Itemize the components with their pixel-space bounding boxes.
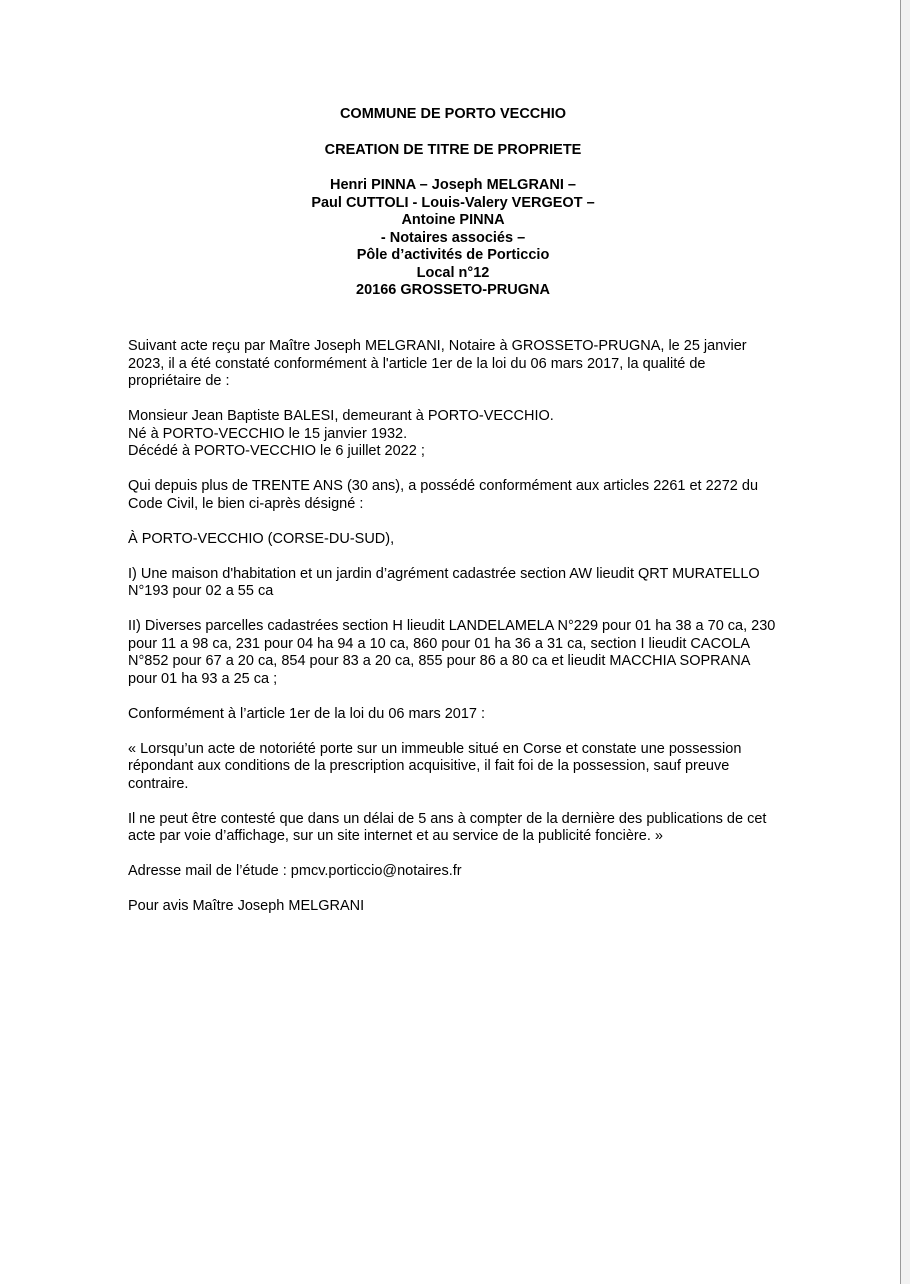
office-address-line: Pôle d’activités de Porticcio (356, 247, 550, 263)
person-paragraph (128, 408, 780, 461)
email-paragraph: Adresse mail de l’étude : pmcv.porticcio@notaires.fr (128, 863, 462, 879)
person-name-line: Monsieur Jean Baptiste BALESI, demeurant à PORTO-VECCHIO. (128, 408, 554, 424)
document-header (128, 106, 778, 300)
header-spacer (128, 124, 778, 142)
person-birth-line: Né à PORTO-VECCHIO le 15 janvier 1932. (128, 425, 408, 442)
intro-paragraph: Suivant acte reçu par Maître Joseph MELGRANI, Notaire à GROSSETO-PRUGNA, le 25 janvier 2023, il a été constaté conformément à l'article 1er de la loi du 06 mars 2017, la qualité de propriétaire de : (128, 338, 747, 389)
notaires-line: Henri PINNA – Joseph MELGRANI – (329, 177, 576, 193)
notaires-associes: - Notaires associés – (380, 229, 526, 246)
notaires-line: Paul CUTTOLI - Louis-Valery VERGEOT – (311, 194, 595, 211)
person-death-line: Décédé à PORTO-VECCHIO le 6 juillet 2022 ; (128, 443, 425, 459)
law-quote-paragraph-2: Il ne peut être contesté que dans un délai de 5 ans à compter de la dernière des publications de cet acte par voie d’affichage, sur un site internet et au service de la publicité foncière. » (128, 810, 767, 844)
location-paragraph: À PORTO-VECCHIO (CORSE-DU-SUD), (128, 530, 395, 547)
commune-title: COMMUNE DE PORTO VECCHIO (339, 106, 567, 122)
property-item-1: I) Une maison d'habitation et un jardin d’agrément cadastrée section AW lieudit QRT MURATELLO N°193 pour 02 a 55 ca (128, 565, 760, 599)
header-spacer (128, 159, 778, 177)
notaires-line: Antoine PINNA (401, 212, 505, 228)
page-edge (900, 0, 910, 1284)
document-title: CREATION DE TITRE DE PROPRIETE (324, 141, 582, 158)
property-item-2: II) Diverses parcelles cadastrées section H lieudit LANDELAMELA N°229 pour 01 ha 38 a 70 ca, 230 pour 11 a 98 ca, 231 pour 04 ha 94 a 10 ca, 860 pour 01 ha 36 a 31 ca, section I lieudit CACOLA N°852 pour 67 a 20 ca, 854 pour 83 a 20 ca, 855 pour 86 a 80 ca et lieudit MACCHIA SOPRANA pour 01 ha 93 a 25 ca ; (128, 618, 776, 687)
signature-paragraph: Pour avis Maître Joseph MELGRANI (128, 898, 365, 914)
office-address-line: Local n°12 (416, 264, 490, 281)
law-reference-paragraph: Conformément à l’article 1er de la loi du 06 mars 2017 : (128, 705, 486, 722)
document-body (128, 338, 780, 933)
possession-paragraph: Qui depuis plus de TRENTE ANS (30 ans), a possédé conformément aux articles 2261 et 2272 du Code Civil, le bien ci-après désigné : (128, 478, 759, 512)
law-quote-paragraph-1: « Lorsqu’un acte de notoriété porte sur un immeuble situé en Corse et constate une possession répondant aux conditions de la prescription acquisitive, il fait foi de la possession, sauf preuve contraire. (128, 740, 742, 792)
office-address-line: 20166 GROSSETO-PRUGNA (356, 282, 550, 298)
